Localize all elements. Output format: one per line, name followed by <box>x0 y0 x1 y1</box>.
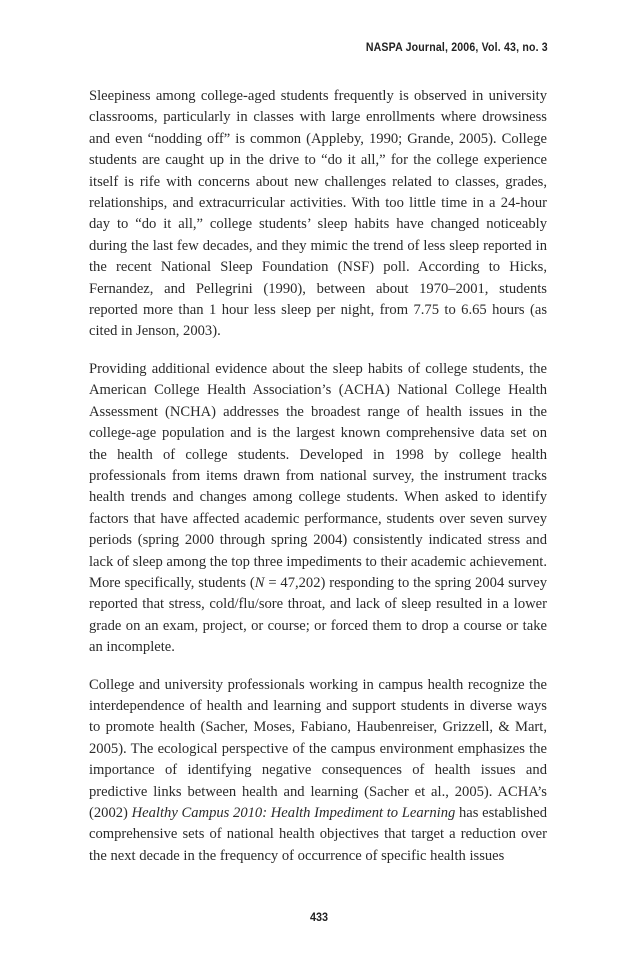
italic-title: Healthy Campus 2010: Health Impediment to Learning <box>131 805 456 821</box>
paragraph-1 <box>89 86 547 343</box>
paragraph-text: Providing additional evidence about the sleep habits of college students, the American College Health Association’s (ACHA) National College Health Assessment (NCHA) addresses the broadest range of health issues in the college-age population and is the largest known comprehensive data set on the health of college students. Developed in 1998 by college health professionals from items drawn from national survey, the instrument tracks health trends and changes among college students. When asked to identify factors that have affected academic performance, students over seven survey periods (spring 2000 through spring 2004) consistently indicated stress and lack of sleep among the top three impediments to their academic achievement. More specifically, students ( <box>89 360 547 591</box>
paragraph-text: Sleepiness among college-aged students frequently is observed in university classrooms, particularly in classes with large enrollments where drowsiness and even “nodding off” is common (Appleby, 1990; Grande, 2005). College students are caught up in the drive to “do it all,” for the college experience itself is rife with concerns about new challenges related to classes, grades, relationships, and extracurricular activities. With too little time in a 24-hour day to “do it all,” college students’ sleep habits have changed noticeably during the last few decades, and they mimic the trend of less sleep reported in the recent National Sleep Foundation (NSF) poll. According to Hicks, Fernandez, and Pellegrini (1990), between about 1970–2001, students reported more than 1 hour less sleep per night, from 7.75 to 6.65 hours (as cited in Jenson, 2003). <box>89 88 547 340</box>
paragraph-text: has established comprehensive sets of national health objectives that target a reduction over the next decade in the frequency of occurrence of specific health issues <box>89 805 547 864</box>
paragraph-text: = 47,202) responding to the spring 2004 survey reported that stress, cold/flu/sore throat, and lack of sleep resulted in a lower grade on an exam, project, or course; or forced them to drop a course or take an incomplete. <box>89 574 547 656</box>
italic-symbol: N <box>254 574 265 591</box>
paragraph-text: College and university professionals working in campus health recognize the interdependence of health and learning and support students in diverse ways to promote health (Sacher, Moses, Fabiano, Haubenreiser, Grizzell, & Mart, 2005). The ecological perspective of the campus environment emphasizes the importance of identifying negative consequences of health issues and predictive links between health and learning (Sacher et al., 2005). ACHA’s (2002) <box>89 676 547 821</box>
page-number: 433 <box>309 910 329 924</box>
paragraph-3 <box>89 675 547 868</box>
article-body <box>89 86 547 867</box>
running-head: NASPA Journal, 2006, Vol. 43, no. 3 <box>365 40 548 54</box>
paragraph-2 <box>89 359 547 659</box>
